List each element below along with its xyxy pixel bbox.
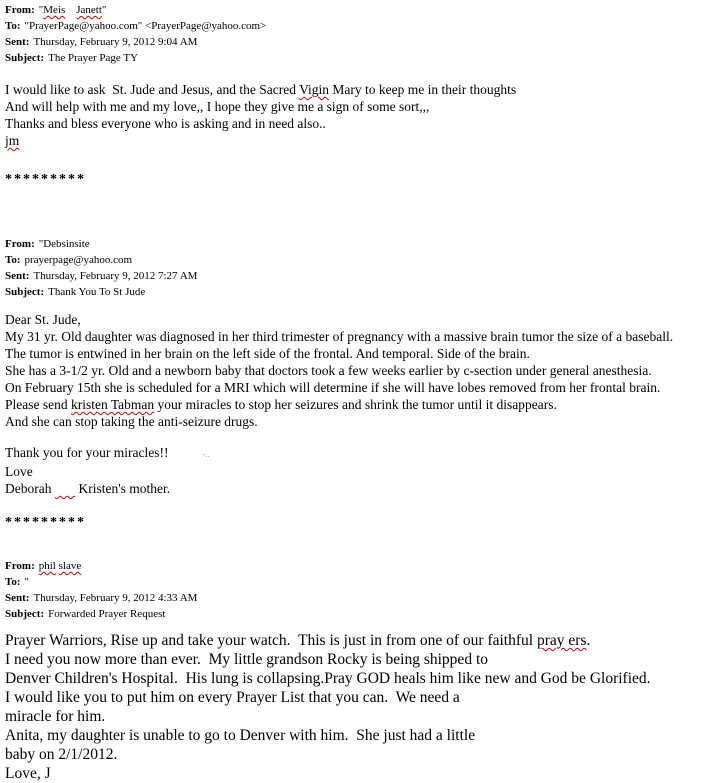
body-line — [5, 396, 706, 413]
body-line — [5, 345, 706, 362]
misspelled-word: Janett — [76, 4, 102, 16]
header-row-sent — [5, 34, 706, 50]
header-value-from — [39, 4, 107, 16]
header-value-from — [39, 560, 81, 572]
misspelled-word — [55, 481, 75, 496]
text-segment: And she can stop taking the anti-seizure drugs. — [5, 414, 258, 429]
text-segment: Thursday, February 9, 2012 4:33 AM — [33, 592, 198, 604]
text-segment: I would like to ask St. Jude and Jesus, and the Sacred — [5, 82, 300, 97]
email-block-2 — [5, 558, 706, 783]
text-segment: I would like you to put him on every Prayer List that you can. We need a — [5, 689, 460, 706]
header-label-sent: Sent: — [5, 592, 30, 604]
header-value-sent — [33, 270, 197, 282]
text-segment: Thursday, February 9, 2012 9:04 AM — [33, 36, 198, 48]
body-line — [5, 726, 706, 745]
body-line — [5, 115, 706, 132]
header-row-subject — [5, 606, 706, 622]
text-segment: Kristen's mother. — [75, 481, 171, 496]
header-label-subject: Subject: — [5, 52, 45, 64]
body-line — [5, 669, 706, 688]
misspelled-word: pray ers — [536, 632, 587, 649]
email-header — [5, 2, 706, 66]
body-line — [5, 463, 706, 480]
misspelled-word: slave — [58, 560, 82, 572]
text-segment: My 31 yr. Old daughter was diagnosed in her third trimester of pregnancy with a massive brain tumor the size of a baseball. — [5, 329, 674, 344]
text-segment: Thank you for your miracles!! — [5, 445, 169, 460]
body-line — [5, 379, 706, 396]
text-segment: Forwarded Prayer Request — [48, 608, 166, 620]
body-line — [5, 444, 706, 463]
text-segment — [168, 445, 202, 460]
header-label-to: To: — [5, 20, 21, 32]
header-label-sent: Sent: — [5, 36, 30, 48]
header-row-from — [5, 558, 706, 574]
header-value-subject — [48, 52, 138, 64]
body-line — [5, 650, 706, 669]
text-segment: " — [38, 4, 44, 16]
header-row-from — [5, 236, 706, 252]
email-block-0 — [5, 2, 706, 149]
header-label-sent: Sent: — [5, 270, 30, 282]
document-content — [5, 2, 706, 783]
header-label-from: From: — [5, 4, 35, 16]
body-line — [5, 480, 706, 497]
text-segment: Please send — [5, 397, 71, 412]
header-row-subject — [5, 50, 706, 66]
email-header — [5, 558, 706, 622]
text-segment: prayerpage@yahoo.com — [24, 254, 133, 266]
header-value-to — [25, 576, 30, 588]
header-label-to: To: — [5, 576, 21, 588]
email-block-1 — [5, 236, 706, 497]
body-line — [5, 328, 706, 345]
header-label-from: From: — [5, 560, 35, 572]
email-body-paragraph — [5, 81, 706, 149]
header-value-sent — [33, 592, 197, 604]
text-segment: your miracles to stop her seizures and shrink the tumor until it disappears. — [154, 397, 557, 412]
header-label-subject: Subject: — [5, 286, 45, 298]
header-label-from: From: — [5, 238, 35, 250]
header-value-to — [25, 254, 133, 266]
faded-remnant-text: -.. — [202, 449, 210, 459]
body-line — [5, 707, 706, 726]
text-segment: "PrayerPage@yahoo.com" <PrayerPage@yahoo.com> — [24, 20, 267, 32]
text-segment: "Debsinsite — [38, 238, 90, 250]
text-segment — [65, 4, 76, 16]
text-segment: Love, J — [5, 765, 51, 782]
text-segment: I need you now more than ever. My little grandson Rocky is being shipped to — [5, 651, 488, 668]
text-segment: The Prayer Page TY — [48, 52, 139, 64]
text-segment: baby on 2/1/2012. — [5, 746, 118, 763]
text-segment: The tumor is entwined in her brain on the left side of the frontal. And temporal. Side of the brain. — [5, 346, 530, 361]
body-line — [5, 81, 706, 98]
text-segment: On February 15th she is scheduled for a MRI which will determine if she will have lobes removed from her frontal brain. — [5, 380, 661, 395]
text-segment: Thursday, February 9, 2012 7:27 AM — [33, 270, 198, 282]
text-segment: She has a 3-1/2 yr. Old and a newborn baby that doctors took a few weeks earlier by c-section under general anesthesia. — [5, 363, 652, 378]
email-header — [5, 236, 706, 300]
header-row-to — [5, 252, 706, 268]
header-label-to: To: — [5, 254, 21, 266]
header-row-subject — [5, 284, 706, 300]
text-segment: Deborah — [5, 481, 55, 496]
text-segment: miracle for him. — [5, 708, 106, 725]
body-line — [5, 688, 706, 707]
body-line — [5, 98, 706, 115]
misspelled-word: Meis — [43, 4, 66, 16]
header-row-from — [5, 2, 706, 18]
header-value-subject — [48, 286, 145, 298]
text-segment: . — [586, 632, 591, 649]
asterisk-separator: ********* — [5, 172, 86, 187]
header-value-sent — [33, 36, 197, 48]
header-row-to — [5, 18, 706, 34]
text-segment: Dear St. Jude, — [5, 312, 81, 327]
email-body-paragraph — [5, 311, 706, 430]
text-segment: Thanks and bless everyone who is asking and in need also.. — [5, 116, 326, 131]
header-value-from — [39, 238, 90, 250]
text-segment: " — [101, 4, 107, 16]
body-line — [5, 764, 706, 783]
misspelled-word: kristen Tabman — [70, 397, 155, 412]
text-segment: Anita, my daughter is unable to go to Denver with him. She just had a little — [5, 727, 476, 744]
text-segment: Mary to keep me in their thoughts — [329, 82, 517, 97]
text-segment: " — [24, 576, 29, 588]
asterisk-separator: ********* — [5, 515, 86, 530]
text-segment: Thank You To St Jude — [48, 286, 146, 298]
body-line — [5, 631, 706, 650]
body-line — [5, 413, 706, 430]
text-segment: Love — [5, 464, 33, 479]
text-segment: Denver Children's Hospital. His lung is collapsing.Pray GOD heals him like new and God be Glorified. — [5, 670, 651, 687]
misspelled-word: phil — [38, 560, 56, 572]
text-segment: And will help with me and my love,, I hope they give me a sign of some sort,,, — [5, 99, 430, 114]
header-row-to — [5, 574, 706, 590]
misspelled-word: jm — [5, 133, 20, 148]
body-line — [5, 132, 706, 149]
email-body-paragraph — [5, 444, 706, 497]
text-segment: Prayer Warriors, Rise up and take your watch. This is just in from one of our faithful — [5, 632, 537, 649]
header-row-sent — [5, 268, 706, 284]
header-value-to — [25, 20, 267, 32]
body-line — [5, 362, 706, 379]
header-row-sent — [5, 590, 706, 606]
misspelled-word: Vigin — [299, 82, 330, 97]
body-line — [5, 745, 706, 764]
body-line — [5, 311, 706, 328]
header-label-subject: Subject: — [5, 608, 45, 620]
email-body-paragraph — [5, 631, 706, 783]
header-value-subject — [48, 608, 165, 620]
